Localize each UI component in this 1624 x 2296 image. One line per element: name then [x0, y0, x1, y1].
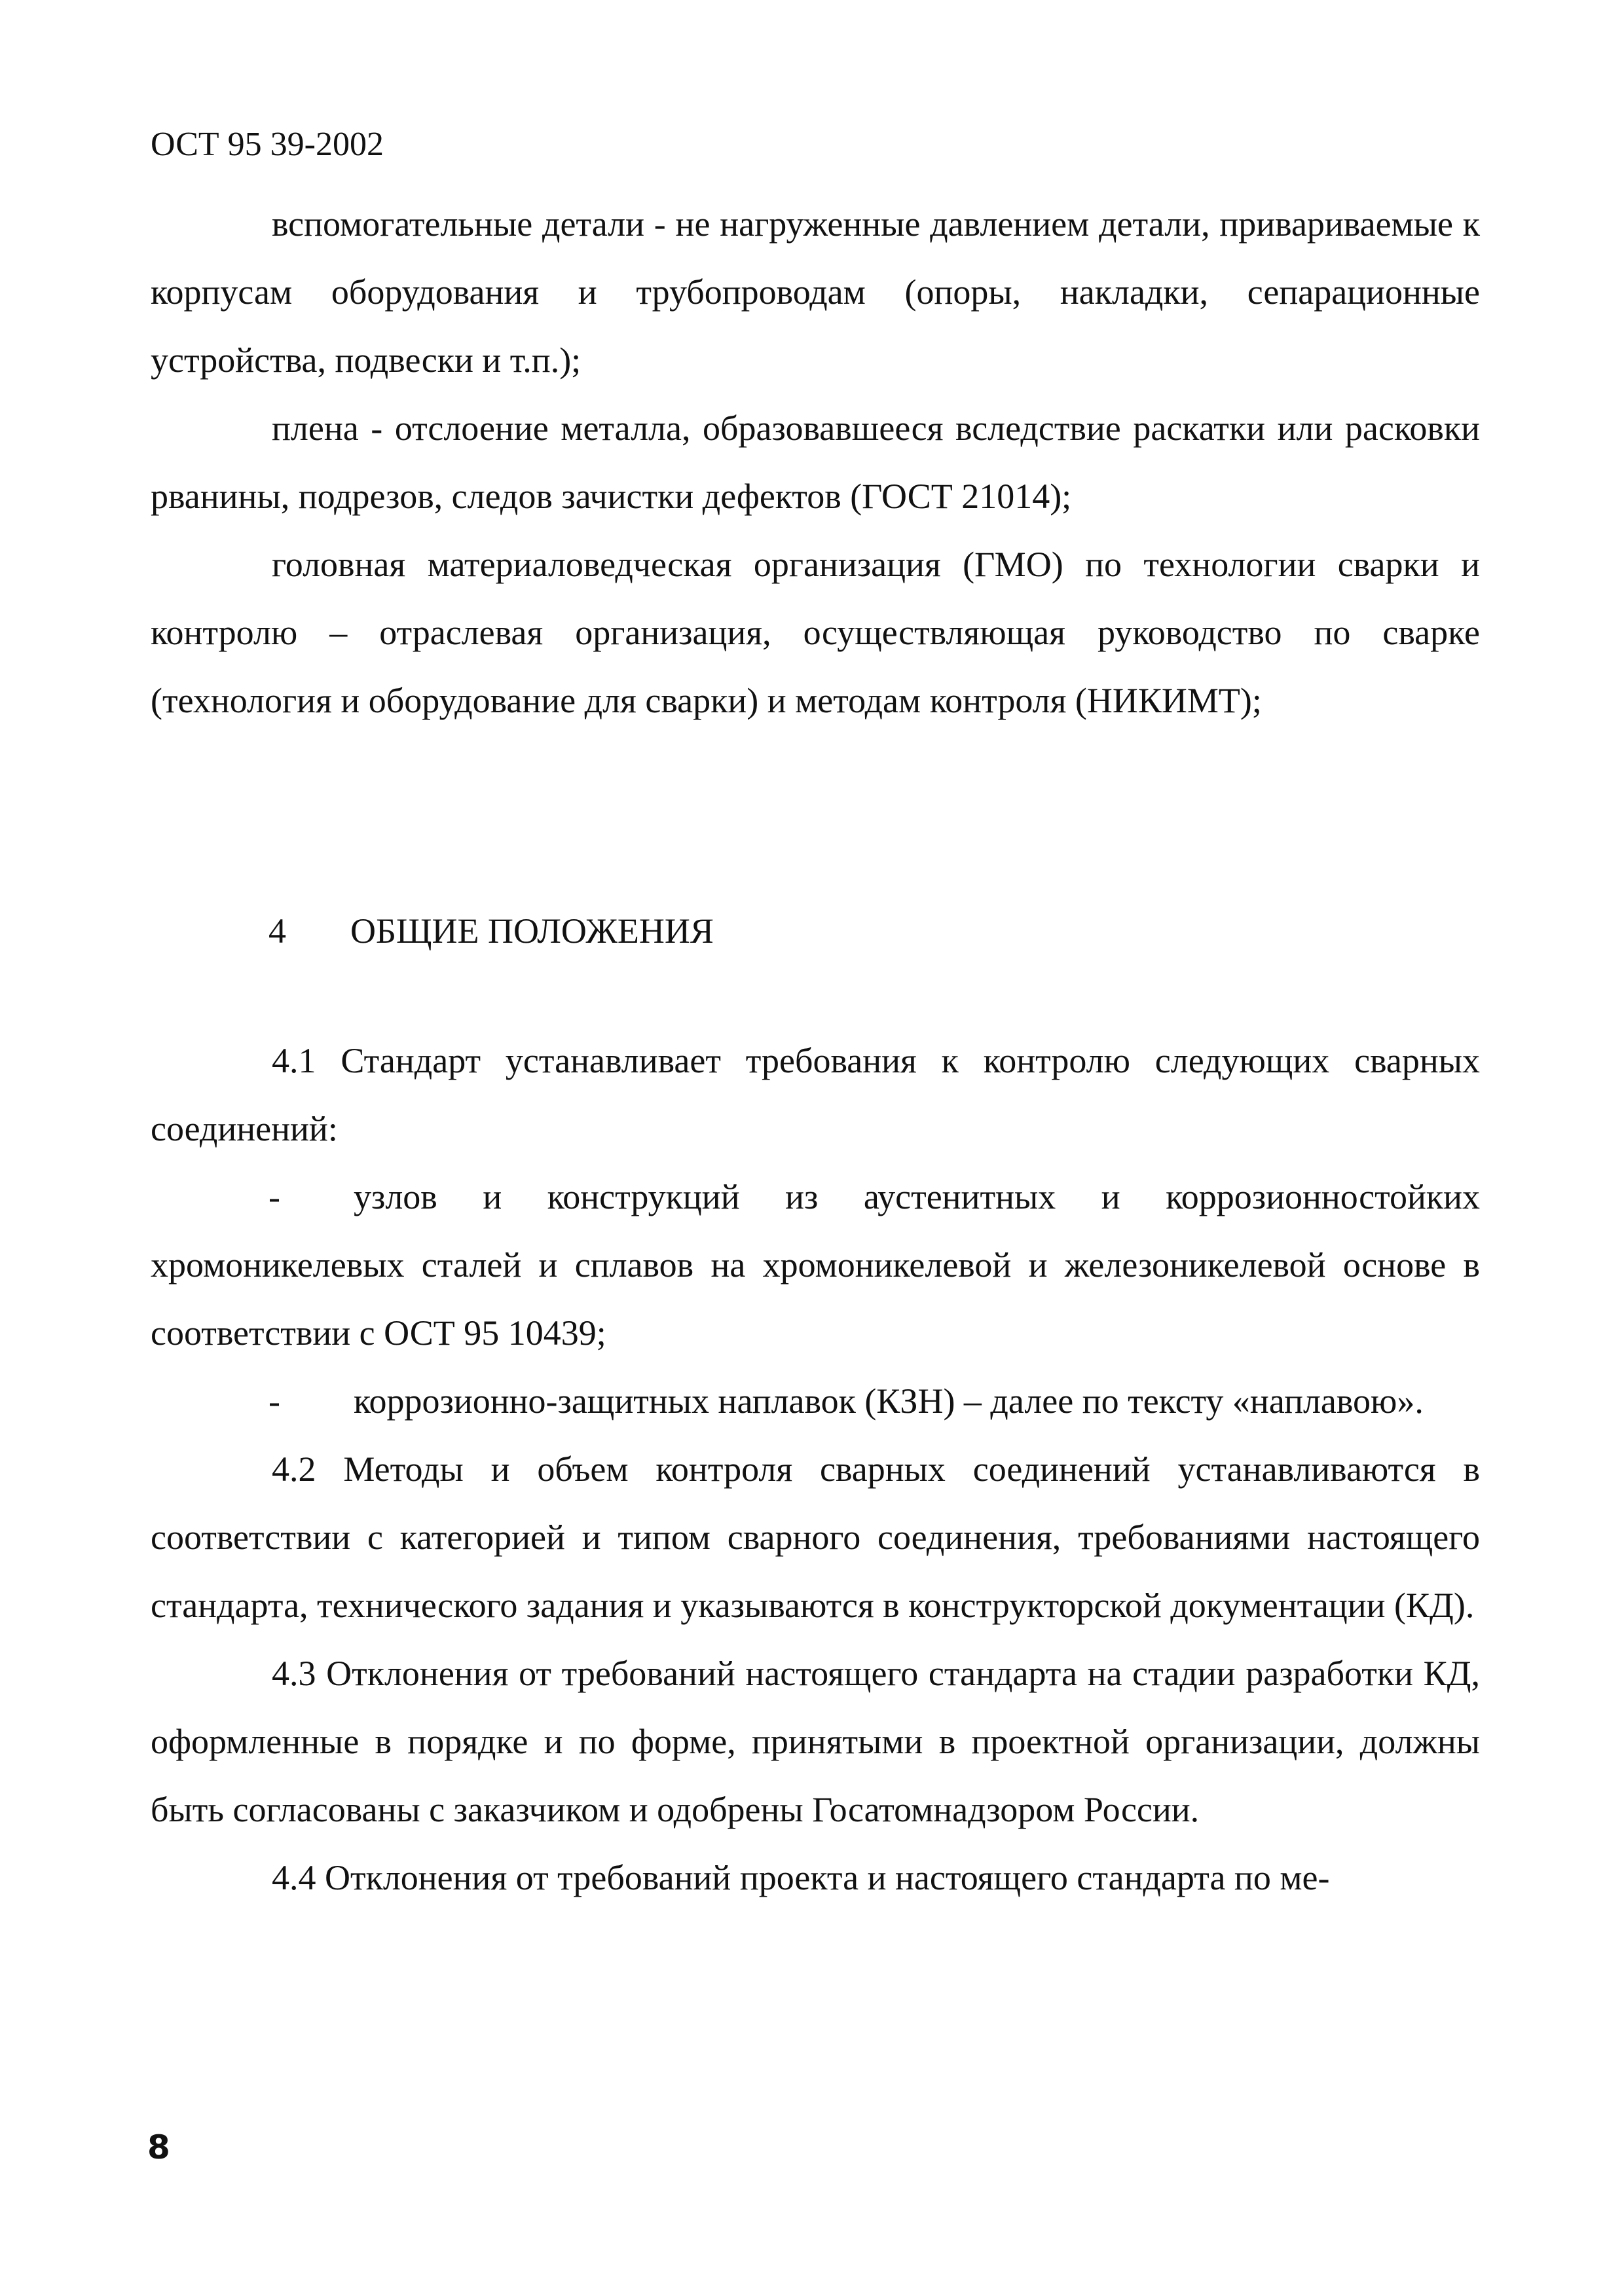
section-heading [268, 913, 714, 949]
paragraph-4-1: 4.1 Стандарт устанавливает требования к контролю следующих сварных соединений: [151, 1041, 1480, 1148]
paragraph-4-4: 4.4 Отклонения от требований проекта и настоящего стандарта по ме- [272, 1858, 1330, 1897]
paragraph-4-3: 4.3 Отклонения от требований настоящего стандарта на стадии разработки КД, оформленные в порядке и по форме, принятыми в проектной организации, должны быть согласованы с заказчиком и одобрены Госатомнадзором России. [151, 1654, 1480, 1829]
definition-gmo: головная материаловедческая организация (ГМО) по технологии сварки и контролю – отраслевая организация, осуществляющая руководство по сварке (технология и оборудование для сварки) и методам контроля (НИКИМТ); [151, 545, 1480, 720]
list-item-text: узлов и конструкций из аустенитных и коррозионностойких хромоникелевых сталей и сплавов на хромоникелевой и железоникелевой основе в соответствии с ОСТ 95 10439; [151, 1177, 1480, 1353]
definitions-block [151, 190, 1480, 735]
list-bullet: - [268, 1177, 280, 1216]
document-code-header: ОСТ 95 39-2002 [151, 126, 384, 163]
list-bullet: - [268, 1381, 280, 1421]
list-item [151, 1163, 1480, 1367]
section-number: 4 [268, 911, 286, 951]
section-title-text: ОБЩИЕ ПОЛОЖЕНИЯ [350, 911, 714, 951]
paragraph-4-2: 4.2 Методы и объем контроля сварных соединений устанавливаются в соответствии с категорией и типом сварного соединения, требованиями настоящего стандарта, технического задания и указываются в конструкторской документации (КД). [151, 1449, 1480, 1625]
definition-plena: плена - отслоение металла, образовавшееся вследствие раскатки или расковки рванины, подрезов, следов зачистки дефектов (ГОСТ 21014); [151, 409, 1480, 516]
page-number: 8 [147, 2128, 170, 2166]
list-item [151, 1367, 1480, 1435]
section-body [151, 1027, 1480, 1912]
definition-auxiliary-parts: вспомогательные детали - не нагруженные давлением детали, привариваемые к корпусам оборудования и трубопроводам (опоры, накладки, сепарационные устройства, подвески и т.п.); [151, 204, 1480, 380]
list-item-text: коррозионно-защитных наплавок (КЗН) – далее по тексту «наплавою». [354, 1381, 1424, 1421]
